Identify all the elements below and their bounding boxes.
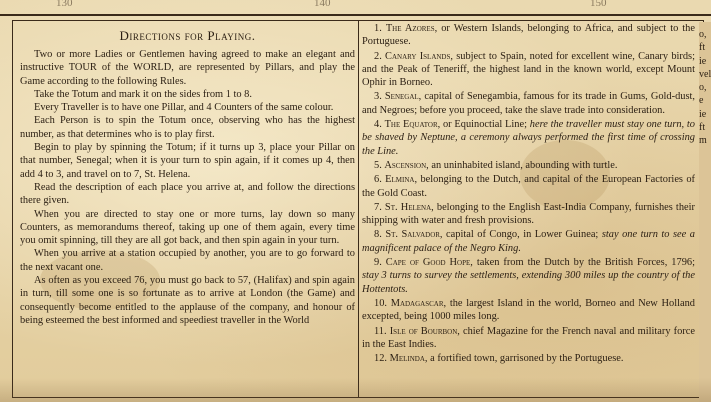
directions-paragraph: Read the description of each place you arrive at, and follow the directions there given.	[20, 181, 355, 207]
place-name: Senegal,	[384, 91, 422, 103]
place-name: Madagascar,	[390, 297, 447, 309]
places-column	[362, 22, 695, 392]
place-name: Cape of Good Hope,	[385, 257, 473, 269]
place-number: 3.	[374, 91, 382, 103]
edge-fragment: ie	[699, 55, 707, 67]
edge-fragment: o,	[699, 82, 707, 94]
edge-fragment: ie	[699, 108, 707, 120]
place-description: chief Magazine for the French naval and military force in the East Indies.	[362, 325, 695, 350]
directions-paragraph: Begin to play by spinning the Totum; if it turns up 3, place your Pillar on that number, Senegal; when it is your turn to spin again, if it comes up 4, then add 4 to 3, and travel on to 7, St. Helena.	[20, 142, 355, 180]
directions-paragraph: As often as you exceed 76, you must go back to 57, (Halifax) and spin again in turn, till some one is so fortunate as to arrive at London (the Game) and consequently become entitled to the applause of the company, and honour of being esteemed the best informed and speediest traveller in the World	[20, 275, 355, 326]
place-entry	[362, 297, 695, 324]
place-instruction: stay 3 turns to survey the settlements, extending 300 miles up the country of the Hottentots.	[362, 270, 695, 295]
scale-number: 150	[590, 0, 607, 9]
place-number: 9.	[374, 257, 382, 269]
cropped-edge-column	[699, 22, 711, 402]
edge-fragment: e	[699, 95, 704, 107]
place-number: 6.	[374, 174, 382, 186]
place-description: or Equinoctial Line;	[442, 119, 527, 131]
place-entry	[362, 228, 695, 255]
directions-paragraph: Take the Totum and mark it on the sides from 1 to 8.	[34, 88, 252, 100]
place-name: The Azores,	[385, 23, 438, 34]
place-description: or Western Islands, belonging to Africa, and subject to the Portuguese.	[362, 23, 695, 48]
edge-fragment: vel	[699, 68, 711, 80]
place-entry	[362, 50, 695, 90]
place-instruction: here the traveller must stay one turn, to be shaved by Neptune, a ceremony always performed the first time of crossing the Line.	[362, 119, 695, 157]
place-description: belonging to the English East-India Company, furnishes their shipping with water and fresh provisions.	[362, 201, 695, 227]
place-name: Isle of Bourbon,	[389, 325, 460, 337]
place-number: 7.	[374, 201, 382, 213]
place-entry	[362, 90, 695, 117]
place-description: belonging to the Dutch, and capital of the European Factories of the Gold Coast.	[362, 174, 695, 199]
place-description: taken from the Dutch by the British Forces, 1796;	[476, 257, 695, 269]
directions-column	[20, 22, 355, 392]
map-scale-strip	[0, 0, 711, 16]
place-entry	[362, 352, 695, 365]
directions-heading: Directions for Playing.	[119, 28, 256, 43]
directions-paragraph: When you arrive at a station occupied by another, you are to go forward to the next vacant one.	[20, 248, 355, 273]
edge-fragment: m	[699, 135, 707, 147]
place-entry	[362, 159, 695, 172]
place-instruction: stay one turn to see a magnificent palace of the Negro King.	[362, 229, 695, 254]
place-name: Melinda,	[389, 353, 428, 365]
place-number: 4.	[374, 119, 382, 131]
place-name: Canary Islands,	[385, 50, 453, 62]
place-description: a fortified town, garrisoned by the Portuguese.	[430, 353, 624, 365]
place-name: The Equator,	[384, 119, 441, 131]
place-number: 2.	[374, 50, 382, 62]
place-name: Elmina,	[385, 174, 418, 186]
place-number: 5.	[374, 159, 382, 171]
place-description: capital of Congo, in Lower Guinea;	[446, 229, 599, 241]
scale-number: 130	[56, 0, 73, 9]
place-entry	[362, 201, 695, 228]
scale-number: 140	[314, 0, 331, 9]
place-number: 1.	[374, 23, 382, 34]
place-description: an uninhabited island, abounding with turtle.	[431, 159, 618, 171]
place-description: subject to Spain, noted for excellent wine, Canary birds; and the Peak of Teneriff, the highest land in the known world, except Mount Ophir in Borneo.	[362, 50, 695, 89]
place-entry	[362, 118, 695, 158]
column-divider	[358, 20, 359, 398]
edge-fragment: ft	[699, 122, 706, 134]
place-entry	[362, 256, 695, 296]
place-entry	[362, 325, 695, 352]
place-number: 8.	[374, 229, 382, 241]
place-description: the largest Island in the world, Borneo and New Holland excepted, being 1000 miles long.	[362, 297, 695, 323]
directions-paragraph: When you are directed to stay one or more turns, lay down so many Counters, as memorandums thereof, taking up one of them again, every time you omit spinning, till they are all got back, and then spin again in your turn.	[20, 208, 355, 247]
place-description: capital of Senegambia, famous for its trade in Gums, Gold-dust, and Negroes; before you proceed, take the slave trade into consideration.	[362, 91, 695, 116]
edge-fragment: ft	[699, 42, 706, 54]
paper-fold-shadow	[0, 378, 711, 402]
edge-fragment: o,	[699, 29, 707, 40]
place-entry	[362, 173, 695, 200]
directions-paragraph: Two or more Ladies or Gentlemen having agreed to make an elegant and instructive TOUR of the WORLD, are represented by Pillars, and play the Game according to the following Rules.	[20, 49, 355, 87]
directions-paragraph: Each Person is to spin the Totum once, observing who has the highest number, as that determines who is to play first.	[20, 115, 355, 140]
directions-paragraph: Every Traveller is to have one Pillar, and 4 Counters of the same colour.	[34, 102, 334, 114]
place-name: Ascension,	[384, 159, 429, 171]
place-entry	[362, 22, 695, 49]
place-number: 12.	[374, 353, 387, 365]
edge-fragments	[699, 22, 711, 148]
place-number: 11.	[374, 325, 387, 337]
place-number: 10.	[374, 297, 387, 309]
place-name: St. Helena,	[384, 201, 434, 213]
place-name: St. Salvador,	[385, 229, 443, 241]
